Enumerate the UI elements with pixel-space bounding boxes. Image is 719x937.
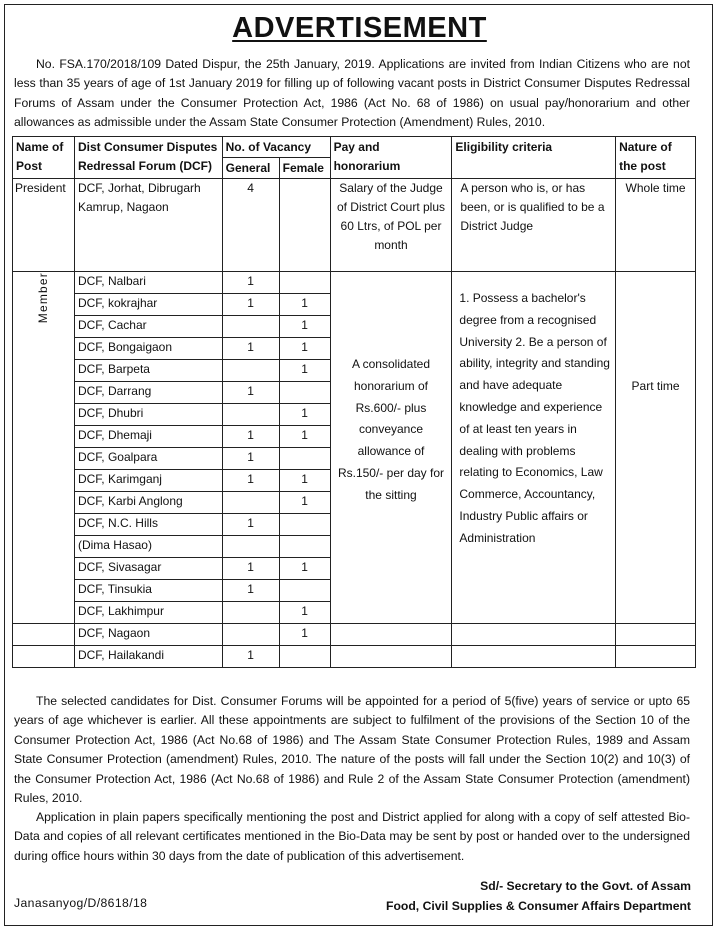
member-dcf: DCF, kokrajhar [74,294,222,316]
member-female: 1 [279,426,330,448]
header-female: Female [279,158,330,179]
signature-line-1: Sd/- Secretary to the Govt. of Assam [480,879,691,893]
president-eligibility: A person who is, or has been, or is qualified to be a District Judge [452,179,616,272]
member-dcf: (Dima Hasao) [74,536,222,558]
member-dcf: DCF, Dhemaji [74,426,222,448]
member-extra-post [13,624,75,646]
member-dcf: DCF, Nagaon [74,624,222,646]
president-dcf: DCF, Jorhat, Dibrugarh Kamrup, Nagaon [74,179,222,272]
member-female [279,382,330,404]
member-dcf: DCF, Bongaigaon [74,338,222,360]
member-female: 1 [279,404,330,426]
member-general [222,404,279,426]
member-extra-nature [616,646,696,668]
president-nature: Whole time [616,179,696,272]
member-general: 1 [222,514,279,536]
application-paragraph: Application in plain papers specifically mentioning the post and District applied for along with a copy of self attested Bio-Data and copies of all relevant certificates mentioned in the Bio-Data may be sent by post or handed over to the undersigned during office hours within 30 days from the date of publication of this advertisement. [14,810,690,863]
member-general [222,602,279,624]
member-general: 1 [222,580,279,602]
member-female: 1 [279,316,330,338]
appointment-paragraph: The selected candidates for Dist. Consumer Forums will be appointed for a period of 5(five) years of service or upto 65 years of age whichever is earlier. All these appointments are subject to fulfilment of the provisions of the Section 10 of the Consumer Protection Act, 1986 (Act No.68 of 1986) and The Assam State Consumer Protection Rules, 1989 and Assam State Consumer Protection (amendment) Rules, 2010. The nature of the posts will fall under the Section 10(2) and 10(3) of the Consumer Protection Act, 1986 (Act No.68 of 1986) and Rule 2 of the Assam State Consumer Protection (amendment) Rules, 2010. [14,694,690,806]
member-dcf: DCF, Darrang [74,382,222,404]
president-female [279,179,330,272]
member-extra-nature [616,624,696,646]
member-pay-cell [330,272,452,624]
member-post-cell [13,272,75,624]
header-vacancy: No. of Vacancy [222,137,330,158]
vacancy-table [12,136,696,668]
president-general: 4 [222,179,279,272]
member-female: 1 [279,492,330,514]
member-female [279,646,330,668]
member-dcf: DCF, Karimganj [74,470,222,492]
member-dcf: DCF, Cachar [74,316,222,338]
member-female [279,514,330,536]
member-female [279,272,330,294]
member-dcf: DCF, Hailakandi [74,646,222,668]
member-general [222,316,279,338]
signature-block [386,876,691,916]
member-nature-cell [616,272,696,624]
signature-line-2: Food, Civil Supplies & Consumer Affairs Department [386,899,691,913]
member-general: 1 [222,272,279,294]
member-general [222,492,279,514]
member-female: 1 [279,558,330,580]
member-general: 1 [222,448,279,470]
member-nature: Part time [631,379,680,393]
reference-number: Janasanyog/D/8618/18 [14,896,148,910]
table-header-row [13,137,696,158]
member-general: 1 [222,294,279,316]
member-female: 1 [279,360,330,382]
intro-paragraph: No. FSA.170/2018/109 Dated Dispur, the 25th January, 2019. Applications are invited from Indian Citizens who are not less than 35 years of age of 1st January 2019 for filling up of following vacant posts in District Consumer Disputes Redressal Forums of Assam under the Consumer Protection Act, 1986 (Act No. 68 of 1986) on usual pay/honorarium and other allowances as admissible under the Assam State Consumer Protection (Amendment) Rules, 2010. [14,57,690,130]
member-dcf: DCF, Barpeta [74,360,222,382]
header-pay: Pay and honorarium [330,137,452,179]
member-dcf: DCF, Sivasagar [74,558,222,580]
header-eligibility: Eligibility criteria [452,137,616,179]
member-extra-eligibility [452,646,616,668]
header-nature: Nature of the post [616,137,696,179]
member-dcf: DCF, Tinsukia [74,580,222,602]
member-extra-eligibility [452,624,616,646]
member-general: 1 [222,646,279,668]
member-extra-pay [330,646,452,668]
member-dcf: DCF, Karbi Anglong [74,492,222,514]
president-pay: Salary of the Judge of District Court plus 60 Ltrs, of POL per month [330,179,452,272]
member-dcf: DCF, Dhubri [74,404,222,426]
member-dcf: DCF, Goalpara [74,448,222,470]
member-female: 1 [279,602,330,624]
member-female [279,448,330,470]
member-eligibility: 1. Possess a bachelor's degree from a recognised University 2. Be a person of ability, integrity and standing and have adequate knowledge and experience of at least ten years in dealing with problems relating to Economics, Law Commerce, Accountancy, Industry Public affairs or Administration [459,291,610,545]
member-pay: A consolidated honorarium of Rs.600/- plus conveyance allowance of Rs.150/- per day for the sitting [337,357,445,502]
member-dcf: DCF, N.C. Hills [74,514,222,536]
member-general [222,536,279,558]
member-female: 1 [279,294,330,316]
member-general: 1 [222,426,279,448]
member-general [222,624,279,646]
member-general: 1 [222,382,279,404]
member-dcf: DCF, Nalbari [74,272,222,294]
member-general: 1 [222,470,279,492]
header-dcf: Dist Consumer Disputes Redressal Forum (DCF) [74,137,222,179]
member-general: 1 [222,338,279,360]
member-female: 1 [279,624,330,646]
member-extra-post [13,646,75,668]
member-extra-row [13,646,696,668]
member-general [222,360,279,382]
header-general: General [222,158,279,179]
member-label: Member [35,272,50,324]
member-female: 1 [279,470,330,492]
president-post: President [13,179,75,272]
advertisement-title: ADVERTISEMENT [232,12,487,44]
member-row [13,272,696,294]
member-female [279,536,330,558]
header-name-of-post: Name of Post [13,137,75,179]
member-extra-row [13,624,696,646]
member-female [279,580,330,602]
member-female: 1 [279,338,330,360]
member-dcf: DCF, Lakhimpur [74,602,222,624]
member-general: 1 [222,558,279,580]
member-extra-pay [330,624,452,646]
president-row [13,179,696,272]
member-eligibility-cell [452,272,616,624]
